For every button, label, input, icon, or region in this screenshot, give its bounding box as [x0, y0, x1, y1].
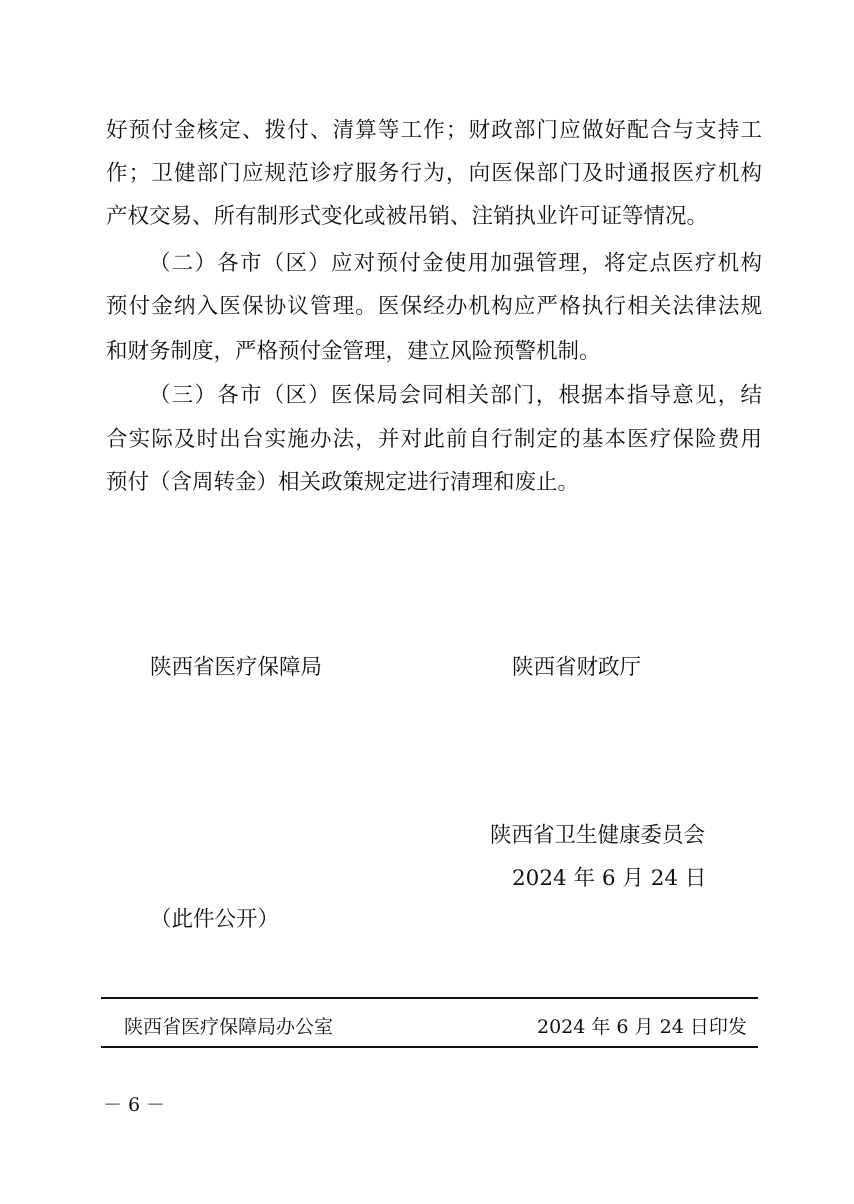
footer-issuer: 陕西省医疗保障局办公室	[124, 1016, 334, 1038]
body-line-4: （二）各市（区）应对预付金使用加强管理，将定点医疗机构	[149, 251, 762, 276]
disclosure-note: （此件公开）	[150, 907, 280, 932]
body-line-1: 好预付金核定、拨付、清算等工作；财政部门应做好配合与支持工	[106, 118, 762, 143]
body-line-8: 合实际及时出台实施办法，并对此前自行制定的基本医疗保险费用	[106, 427, 762, 452]
footer-bottom-rule	[101, 1046, 758, 1048]
footer-print-date: 2024 年 6 月 24 日印发	[537, 1016, 747, 1038]
body-line-9: 预付（含周转金）相关政策规定进行清理和废止。	[106, 470, 580, 495]
footer-top-rule	[101, 997, 758, 999]
body-line-3: 产权交易、所有制形式变化或被吊销、注销执业许可证等情况。	[106, 204, 709, 229]
signature-org-finance: 陕西省财政厅	[512, 655, 642, 680]
body-line-2: 作；卫健部门应规范诊疗服务行为，向医保部门及时通报医疗机构	[106, 161, 762, 186]
body-line-5: 预付金纳入医保协议管理。医保经办机构应严格执行相关法律法规	[106, 294, 762, 319]
signature-date: 2024 年 6 月 24 日	[512, 866, 707, 891]
signature-org-healthcare-security: 陕西省医疗保障局	[150, 655, 323, 680]
body-line-7: （三）各市（区）医保局会同相关部门，根据本指导意见，结	[149, 383, 762, 408]
signature-org-health-commission: 陕西省卫生健康委员会	[490, 823, 706, 848]
body-line-6: 和财务制度，严格预付金管理，建立风险预警机制。	[106, 339, 601, 364]
page-number: － 6 －	[103, 1094, 166, 1116]
